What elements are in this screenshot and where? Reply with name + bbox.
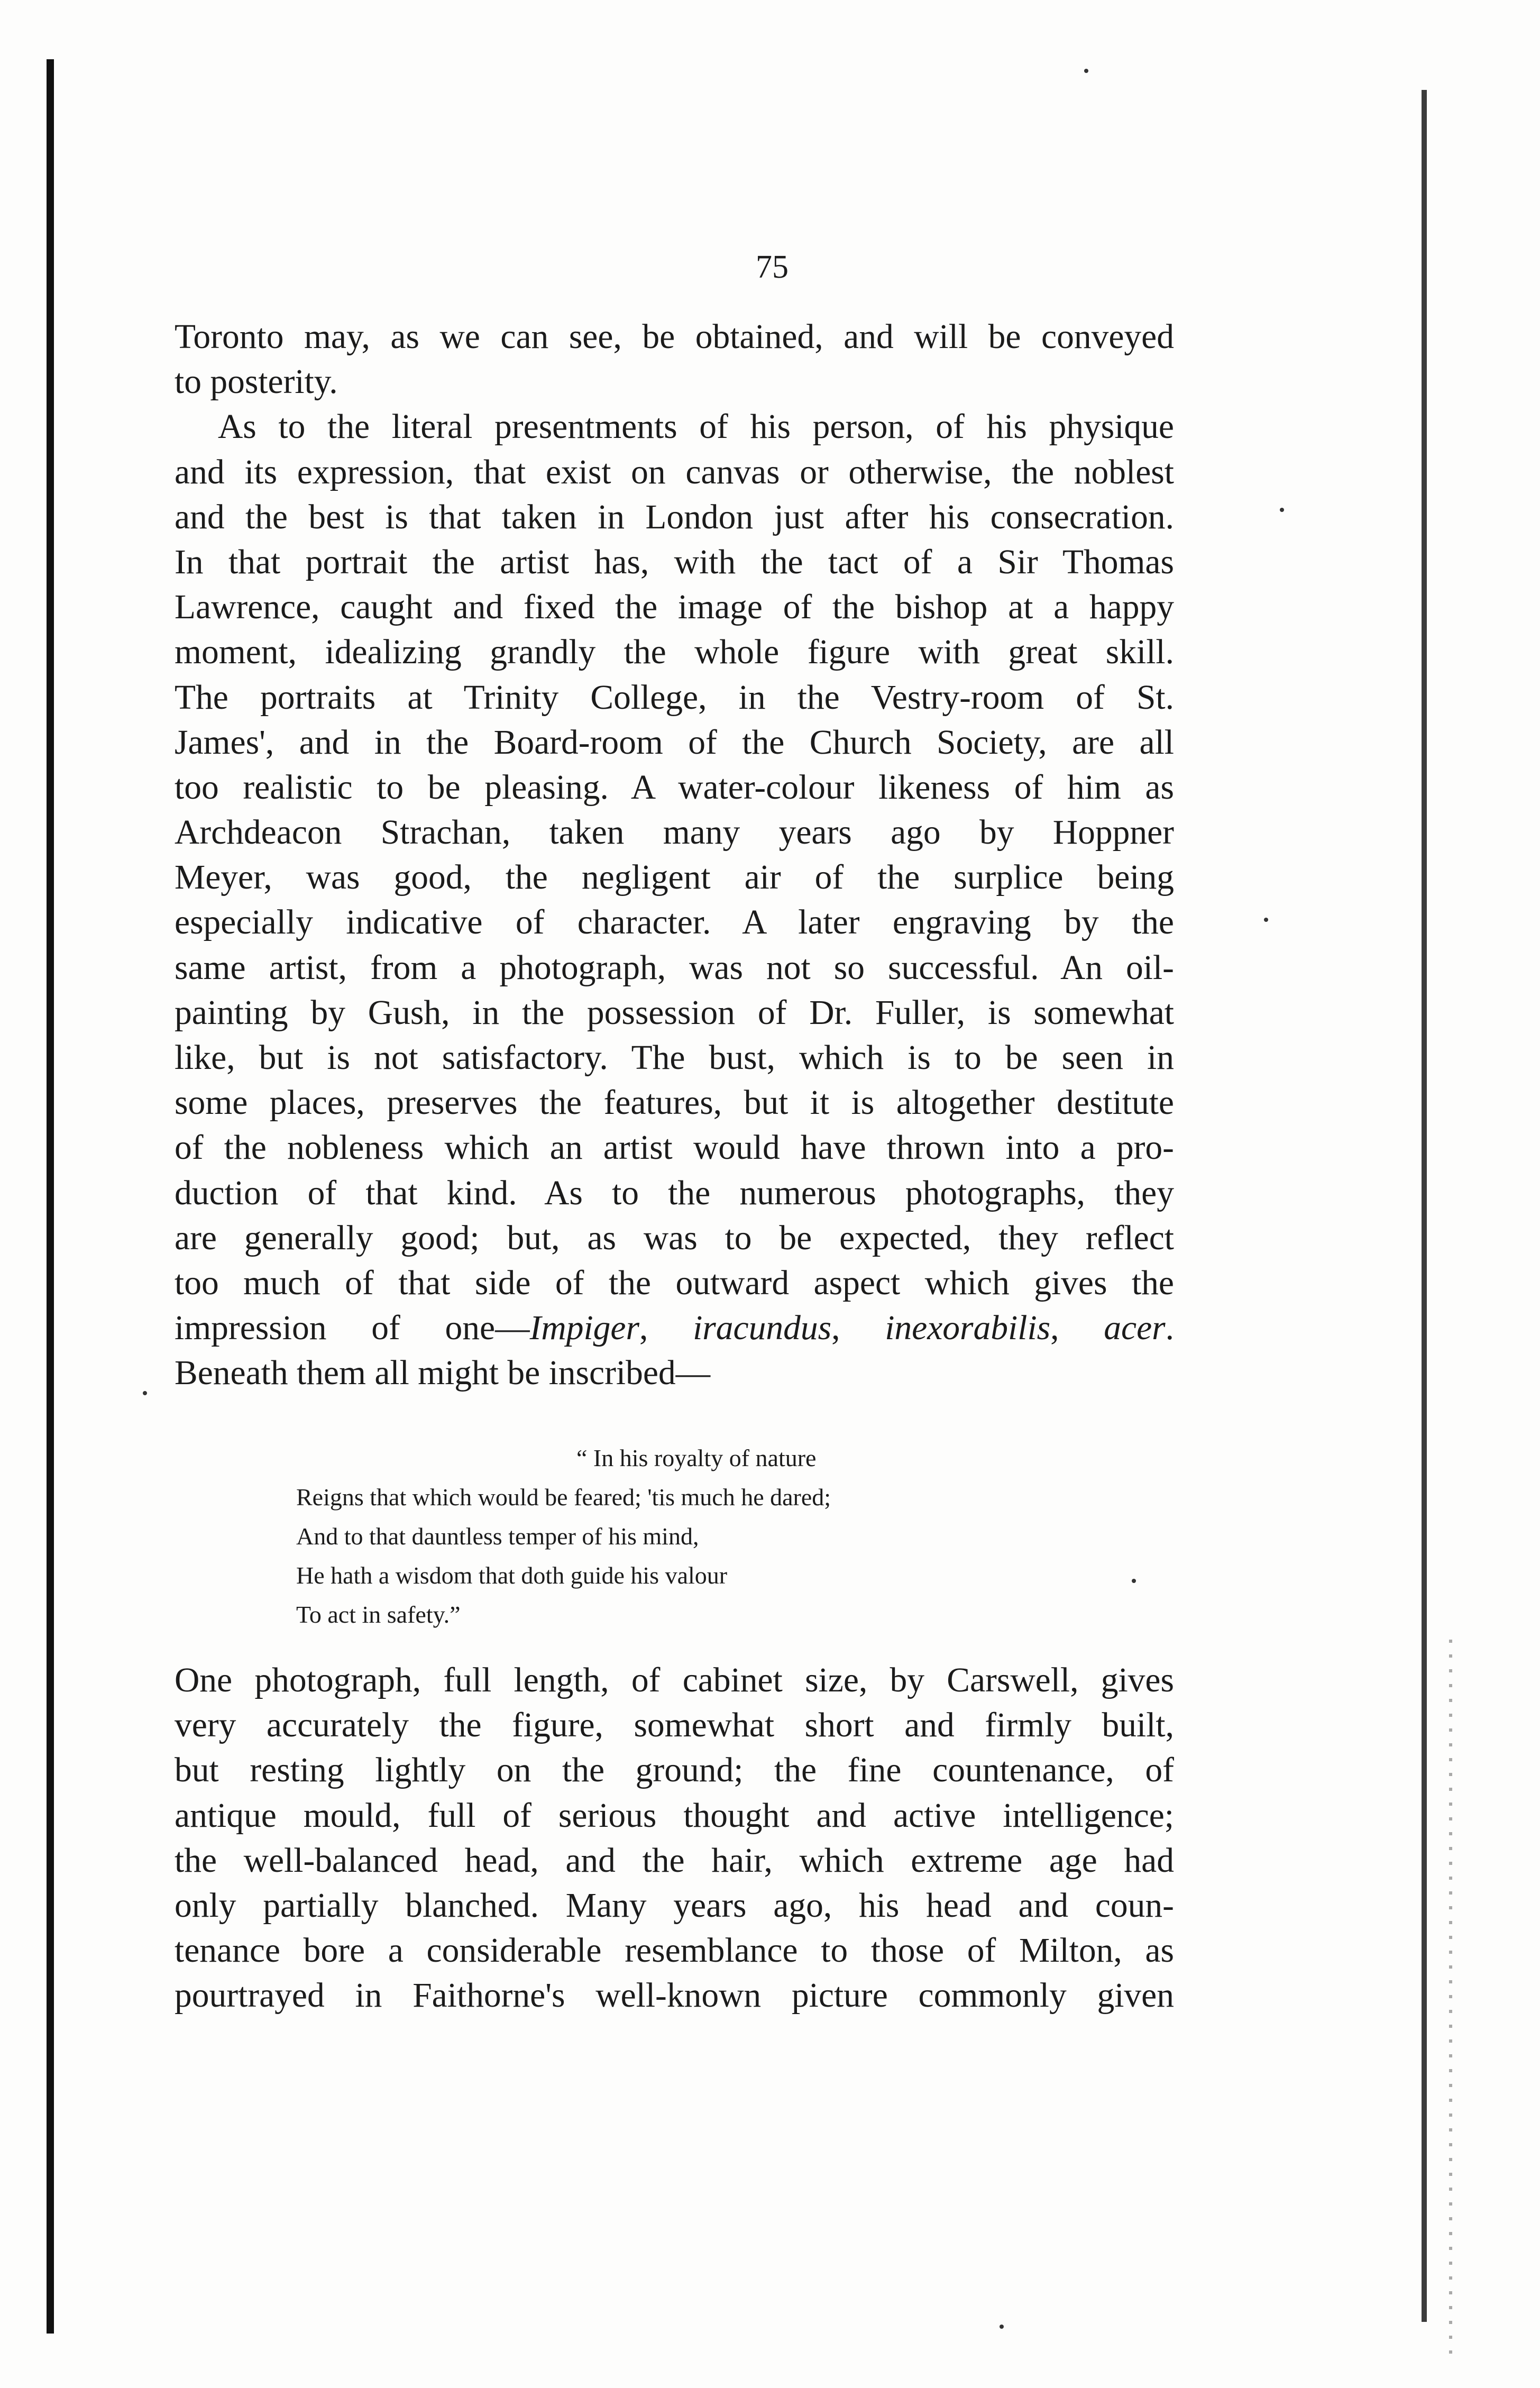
text-run: impression of one— (175, 1309, 530, 1348)
text-line: Meyer, was good, the negligent air of the surplice being (175, 858, 1174, 897)
text-line: and the best is that taken in London just after his consecration. (175, 498, 1174, 536)
page-edge-specks (1449, 1640, 1452, 2354)
text-line: especially indicative of character. A later engraving by the (175, 903, 1174, 942)
latin-word: Impiger (529, 1309, 639, 1348)
verse-line: He hath a wisdom that doth guide his valour (296, 1562, 728, 1589)
verse-line: “ In his royalty of nature (576, 1444, 817, 1471)
text-line: of the nobleness which an artist would have thrown into a pro- (175, 1129, 1174, 1167)
text-line: In that portrait the artist has, with the tact of a Sir Thomas (175, 543, 1174, 581)
text-line: but resting lightly on the ground; the fine countenance, of (175, 1751, 1174, 1790)
text-line: duction of that kind. As to the numerous photographs, they (175, 1174, 1174, 1212)
continued-text-block (175, 1658, 1174, 2019)
verse-line: To act in safety.” (296, 1601, 461, 1628)
text-line: some places, preserves the features, but it is altogether destitute (175, 1084, 1174, 1122)
text-run: . (1165, 1309, 1175, 1348)
text-line: very accurately the figure, somewhat short and firmly built, (175, 1706, 1174, 1745)
latin-word: iracundus (693, 1309, 832, 1348)
text-line: antique mould, full of serious thought and active intelligence; (175, 1796, 1174, 1835)
scan-speck (1084, 69, 1088, 73)
latin-word: acer (1104, 1309, 1166, 1348)
text-line-latin-quote (175, 1306, 1174, 1351)
scan-speck (1132, 1579, 1136, 1583)
text-line: tenance bore a considerable resemblance to those of Milton, as (175, 1932, 1174, 1970)
text-line: same artist, from a photograph, was not so successful. An oil- (175, 948, 1174, 987)
text-run: , (639, 1309, 693, 1348)
text-line: too realistic to be pleasing. A water-colour likeness of him as (175, 768, 1174, 807)
main-text-block (175, 315, 1174, 1396)
text-line: The portraits at Trinity College, in the Vestry-room of St. (175, 678, 1174, 717)
text-line: Archdeacon Strachan, taken many years ago by Hoppner (175, 813, 1174, 852)
text-run: , (831, 1309, 885, 1348)
text-run: , (1050, 1309, 1104, 1348)
text-line: Toronto may, as we can see, be obtained, and will be conveyed (175, 318, 1174, 356)
text-line: to posterity. (175, 363, 338, 401)
verse-line: Reigns that which would be feared; 'tis much he dared; (296, 1484, 831, 1511)
verse-line: And to that dauntless temper of his mind, (296, 1523, 699, 1550)
text-line: are generally good; but, as was to be expected, they reflect (175, 1219, 1174, 1257)
text-line: only partially blanched. Many years ago, his head and coun- (175, 1886, 1174, 1925)
scan-speck (1000, 2325, 1004, 2329)
text-line: and its expression, that exist on canvas or otherwise, the noblest (175, 453, 1174, 491)
text-line: painting by Gush, in the possession of Dr. Fuller, is somewhat (175, 993, 1174, 1032)
text-line: Beneath them all might be inscribed— (175, 1354, 711, 1393)
text-line: like, but is not satisfactory. The bust, which is to be seen in (175, 1039, 1174, 1077)
latin-word: inexorabilis (885, 1309, 1051, 1348)
text-line: moment, idealizing grandly the whole figure with great skill. (175, 633, 1174, 672)
scan-speck (143, 1391, 147, 1395)
text-line: As to the literal presentments of his person, of his physique (218, 408, 1174, 446)
text-line: pourtrayed in Faithorne's well-known picture commonly given (175, 1977, 1174, 2015)
scan-speck (1280, 508, 1284, 512)
text-line: One photograph, full length, of cabinet size, by Carswell, gives (175, 1661, 1174, 1699)
scan-speck (1264, 918, 1268, 922)
text-line: Lawrence, caught and fixed the image of the bishop at a happy (175, 588, 1174, 627)
verse-quotation (296, 1439, 1037, 1634)
text-line: James', and in the Board-room of the Church Society, are all (175, 723, 1174, 762)
binding-edge (47, 59, 54, 2334)
text-line: the well-balanced head, and the hair, which extreme age had (175, 1841, 1174, 1880)
page-edge (1422, 90, 1427, 2322)
text-line: too much of that side of the outward aspect which gives the (175, 1264, 1174, 1302)
page-number: 75 (756, 249, 789, 285)
